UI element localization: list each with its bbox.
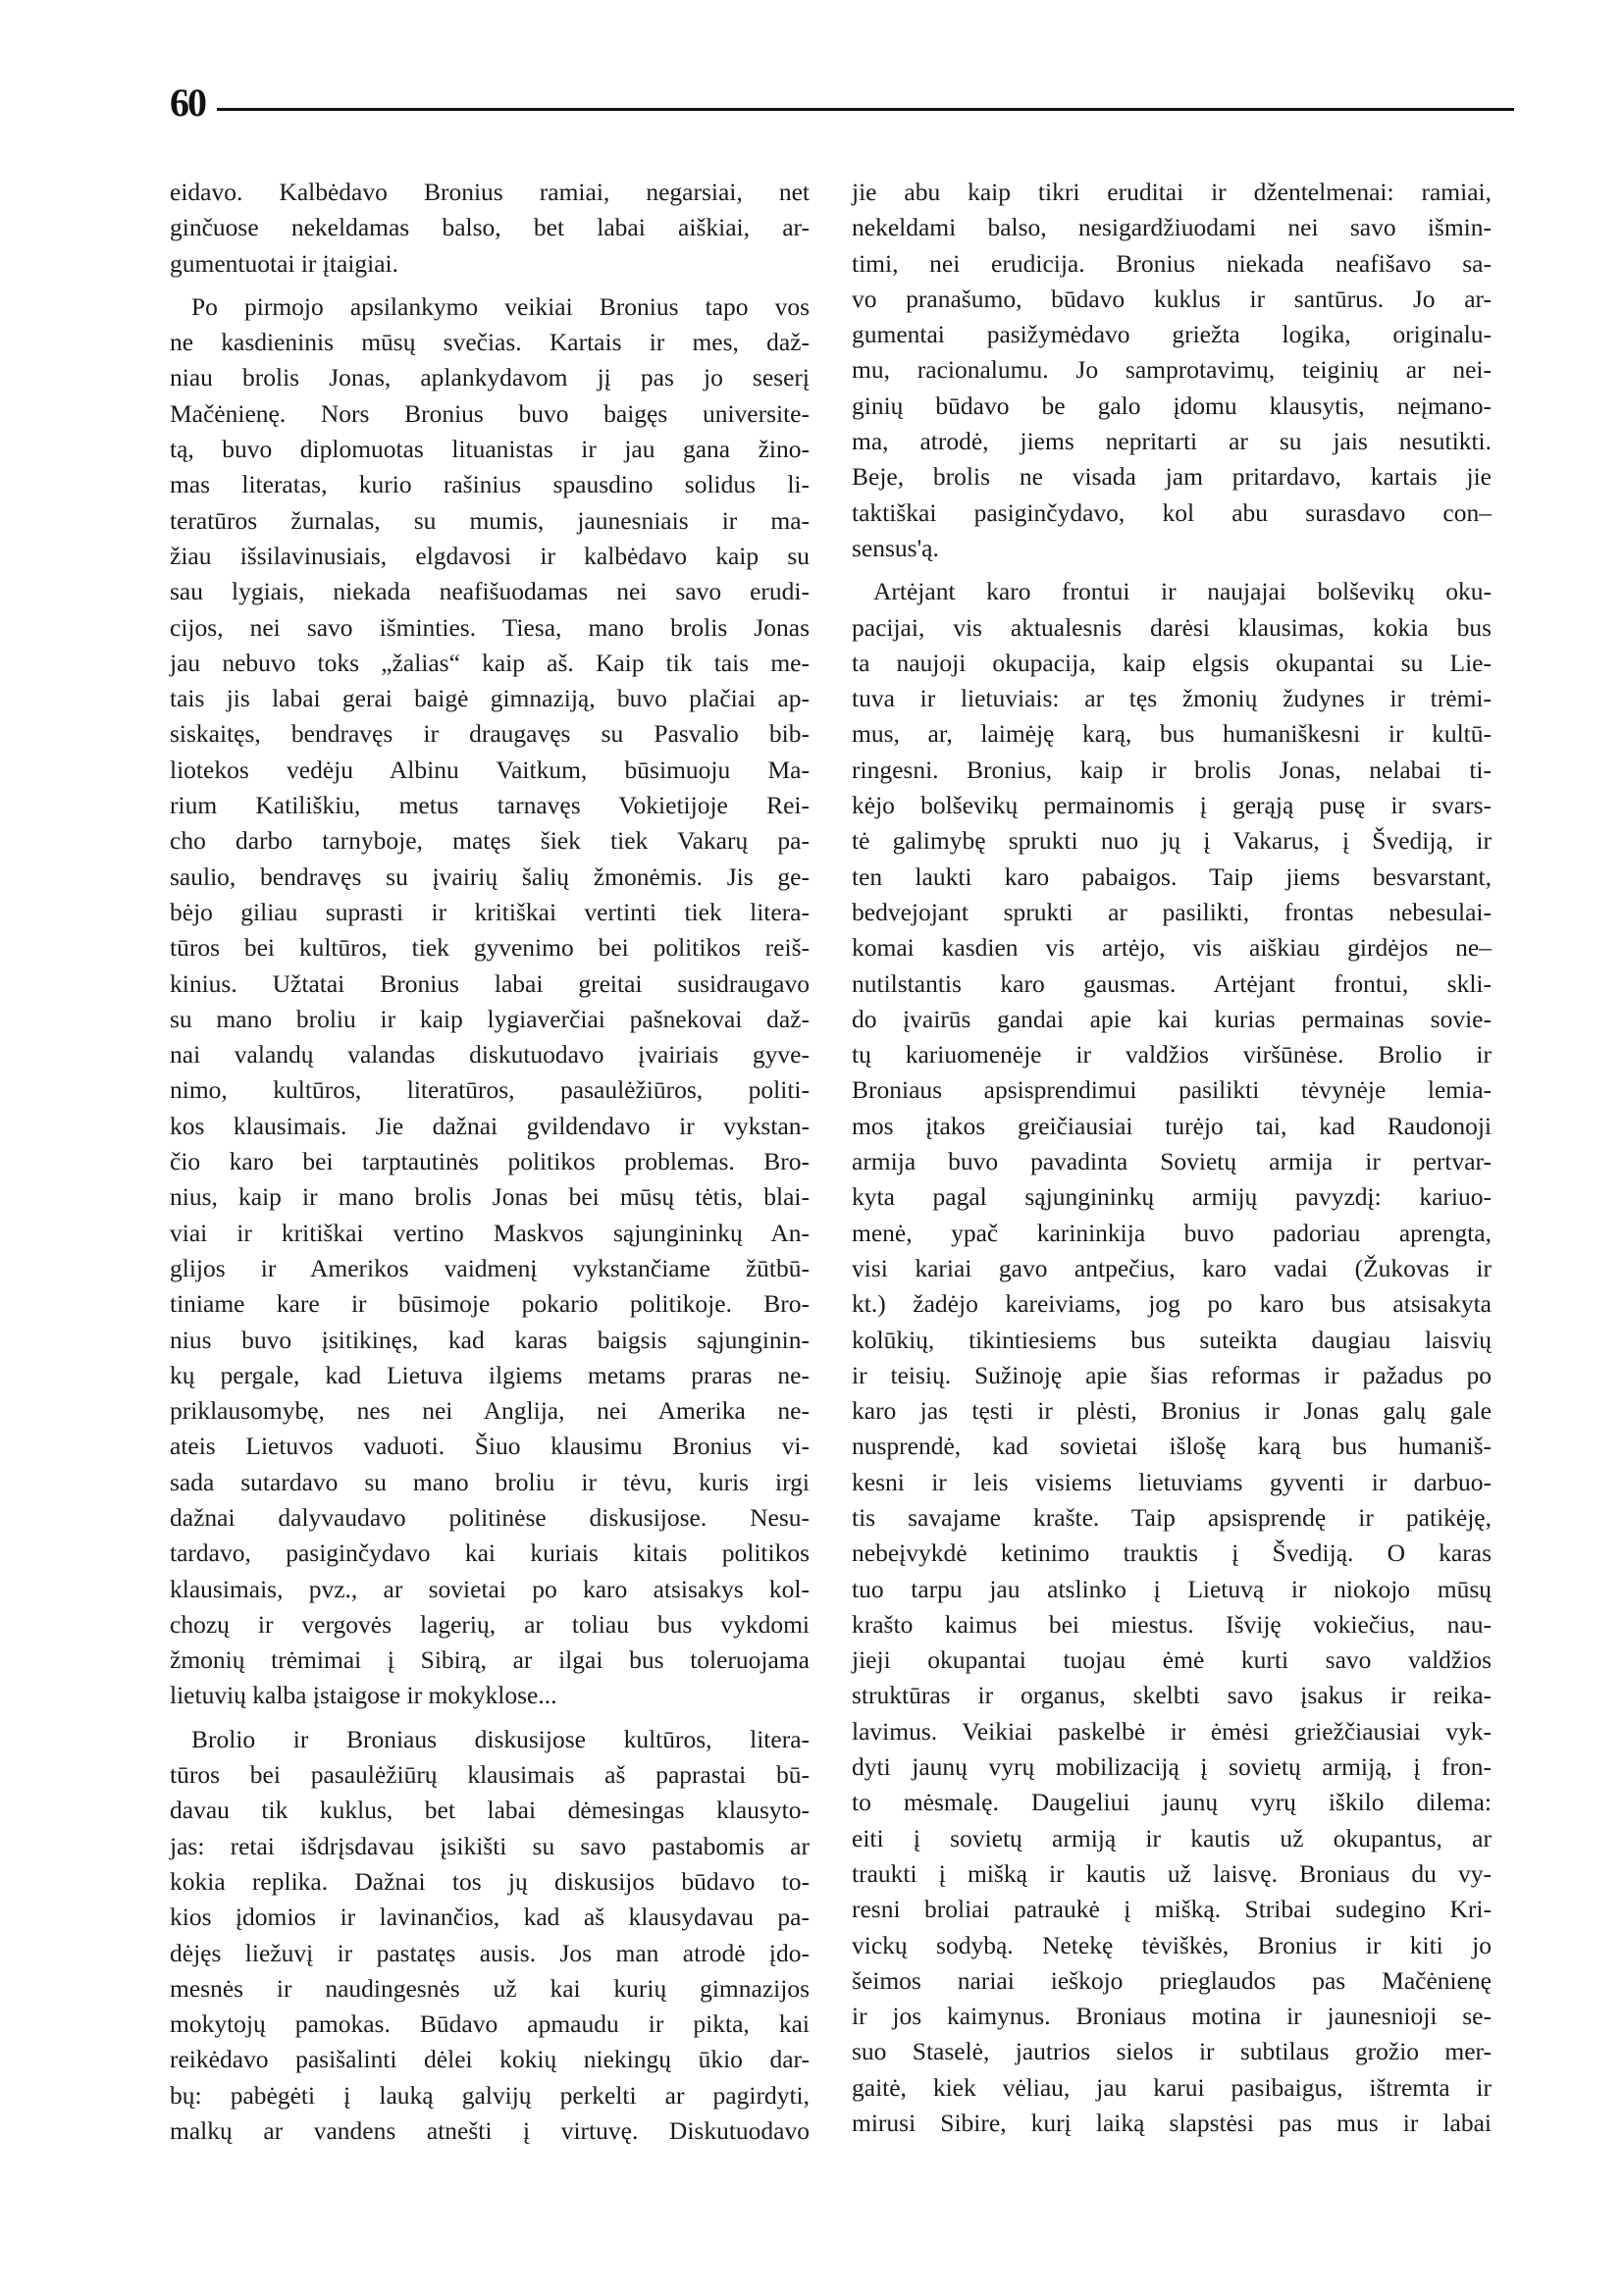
text-line: jau nebuvo toks „žalias“ kaip aš. Kaip tik tais me- bbox=[170, 648, 810, 677]
text-line: to mėsmalę. Daugeliui jaunų vyrų iškilo dilema: bbox=[852, 1788, 1492, 1817]
text-line: malkų ar vandens atnešti į virtuvę. Diskutuodavo bbox=[170, 2116, 810, 2146]
text-line: nusprendė, kad sovietai išlošę karą bus humaniš- bbox=[852, 1432, 1492, 1461]
text-line: ten laukti karo pabaigos. Taip jiems besvarstant, bbox=[852, 861, 1492, 891]
text-line: tuva ir lietuviais: ar tęs žmonių žudynes ir trėmi- bbox=[852, 684, 1492, 713]
text-line: niau brolis Jonas, aplankydavom jį pas jo seserį bbox=[170, 363, 810, 392]
paragraph bbox=[170, 1722, 810, 2150]
text-line: bų: pabėgėti į lauką galvijų perkelti ar pagirdyti, bbox=[170, 2080, 810, 2110]
text-line: kios įdomios ir lavinančios, kad aš klausydavau pa- bbox=[170, 1903, 810, 1932]
text-line: tūros bei pasaulėžiūrų klausimais aš paprastai bū- bbox=[170, 1760, 810, 1790]
text-line: ateis Lietuvos vaduoti. Šiuo klausimu Bronius vi- bbox=[170, 1432, 810, 1461]
text-line: eiti į sovietų armiją ir kautis už okupantus, ar bbox=[852, 1823, 1492, 1852]
text-line: kyta pagal sąjungininkų armijų pavyzdį: kariuo- bbox=[852, 1182, 1492, 1212]
text-line: mesnės ir naudingesnės už kai kurių gimnazijos bbox=[170, 1973, 810, 2003]
text-line: jie abu kaip tikri eruditai ir džentelmenai: ramiai, bbox=[852, 178, 1492, 206]
text-line: Broniaus apsisprendimui pasilikti tėvynėje lemia- bbox=[852, 1075, 1492, 1105]
text-line: pacijai, vis aktualesnis darėsi klausimas, kokia bus bbox=[852, 612, 1492, 642]
text-line: eidavo. Kalbėdavo Bronius ramiai, negarsiai, net bbox=[170, 178, 810, 206]
paragraph bbox=[852, 175, 1492, 566]
text-line: kinius. Užtatai Bronius labai greitai susidraugavo bbox=[170, 968, 810, 998]
text-line: sada sutardavo su mano broliu ir tėvu, kuris irgi bbox=[170, 1467, 810, 1496]
left-column bbox=[170, 175, 810, 2157]
text-line: tais jis labai gerai baigė gimnaziją, buvo plačiai ap- bbox=[170, 684, 810, 713]
text-line: suo Staselė, jautrios sielos ir subtilaus grožio mer- bbox=[852, 2037, 1492, 2066]
text-line: davau tik kuklus, bet labai dėmesingas klausyto- bbox=[170, 1796, 810, 1825]
text-line: siskaitęs, bendravęs ir draugavęs su Pasvalio bib- bbox=[170, 719, 810, 749]
text-line: vickų sodybą. Netekę tėviškės, Bronius ir kiti jo bbox=[852, 1930, 1492, 1959]
text-line: taktiškai pasiginčydavo, kol abu surasdavo con– bbox=[852, 497, 1492, 527]
text-line: lavimus. Veikiai paskelbė ir ėmėsi griežčiausiai vyk- bbox=[852, 1716, 1492, 1746]
text-line: saulio, bendravęs su įvairių šalių žmonėmis. Jis ge- bbox=[170, 861, 810, 891]
text-line: kt.) žadėjo kareiviams, jog po karo bus atsisakyta bbox=[852, 1289, 1492, 1319]
text-line: ta naujoji okupacija, kaip elgsis okupantai su Lie- bbox=[852, 648, 1492, 677]
text-line: su mano broliu ir kaip lygiaverčiai pašnekovai daž- bbox=[170, 1004, 810, 1033]
text-line: kolūkių, tikintiesiems bus suteikta daugiau laisvių bbox=[852, 1325, 1492, 1354]
paragraph bbox=[852, 574, 1492, 2141]
text-line: vo pranašumo, būdavo kuklus ir santūrus. Jo ar- bbox=[852, 284, 1492, 313]
text-line: sensus'ą. bbox=[852, 533, 939, 562]
text-line: karo jas tęsti ir plėsti, Bronius ir Jonas galų gale bbox=[852, 1396, 1492, 1426]
text-line: teratūros žurnalas, su mumis, jaunesniais ir ma- bbox=[170, 505, 810, 535]
text-line: čio karo bei tarptautinės politikos problemas. Bro- bbox=[170, 1147, 810, 1176]
text-line: tūros bei kultūros, tiek gyvenimo bei politikos reiš- bbox=[170, 933, 810, 963]
text-line: ringesni. Bronius, kaip ir brolis Jonas, nelabai ti- bbox=[852, 755, 1492, 784]
text-line: jieji okupantai tuojau ėmė kurti savo valdžios bbox=[852, 1645, 1492, 1675]
text-line: kokia replika. Dažnai tos jų diskusijos būdavo to- bbox=[170, 1866, 810, 1896]
text-line: mus, ar, laimėję karą, bus humaniškesni ir kultū- bbox=[852, 719, 1492, 749]
text-line: klausimais, pvz., ar sovietai po karo atsisakys kol- bbox=[170, 1574, 810, 1603]
text-line: ginių būdavo be galo įdomu klausytis, neįmano- bbox=[852, 391, 1492, 420]
text-line: kesni ir leis visiems lietuviams gyventi ir darbuo- bbox=[852, 1467, 1492, 1496]
text-line: tiniame kare ir būsimoje pokario politikoje. Bro- bbox=[170, 1289, 810, 1319]
text-line: mu, racionalumu. Jo samprotavimų, teiginių ar nei- bbox=[852, 355, 1492, 385]
text-line: chozų ir vergovės lagerių, ar toliau bus vykdomi bbox=[170, 1609, 810, 1639]
text-line: menė, ypač karininkija buvo padoriau aprengta, bbox=[852, 1218, 1492, 1247]
text-line: tuo tarpu jau atslinko į Lietuvą ir niokojo mūsų bbox=[852, 1574, 1492, 1603]
text-line: bėjo giliau suprasti ir kritiškai vertinti tiek litera- bbox=[170, 897, 810, 926]
text-line: Mačėnienę. Nors Bronius buvo baigęs universite- bbox=[170, 398, 810, 428]
text-line: kėjo bolševikų permainomis į gerąją pusę ir svars- bbox=[852, 791, 1492, 820]
header-rule bbox=[217, 108, 1514, 111]
text-line: traukti į mišką ir kautis už laisvę. Broniaus du vy- bbox=[852, 1858, 1492, 1888]
text-line: mos įtakos greičiausiai turėjo tai, kad Raudonoji bbox=[852, 1111, 1492, 1140]
text-line: Po pirmojo apsilankymo veikiai Bronius tapo vos bbox=[191, 291, 810, 321]
text-line: cijos, nei savo išminties. Tiesa, mano brolis Jonas bbox=[170, 612, 810, 642]
text-line: armija buvo pavadinta Sovietų armija ir pertvar- bbox=[852, 1147, 1492, 1176]
text-line: nius, kaip ir mano brolis Jonas bei mūsų tėtis, blai- bbox=[170, 1182, 810, 1212]
text-line: tė galimybę sprukti nuo jų į Vakarus, į Švediją, ir bbox=[852, 826, 1492, 856]
text-line: tą, buvo diplomuotas lituanistas ir jau gana žino- bbox=[170, 435, 810, 464]
text-line: cho darbo tarnyboje, matęs šiek tiek Vakarų pa- bbox=[170, 826, 810, 856]
right-column bbox=[852, 175, 1492, 2149]
text-line: liotekos vedėju Albinu Vaitkum, būsimuoju Ma- bbox=[170, 755, 810, 784]
page-header bbox=[170, 80, 1514, 130]
text-line: ma, atrodė, jiems nepritarti ar su jais nesutikti. bbox=[852, 427, 1492, 456]
text-line: struktūras ir organus, skelbti savo įsakus ir reika- bbox=[852, 1681, 1492, 1710]
text-line: glijos ir Amerikos vaidmenį vykstančiame žūtbū- bbox=[170, 1253, 810, 1282]
text-line: priklausomybę, nes nei Anglija, nei Amerika ne- bbox=[170, 1396, 810, 1426]
text-line: resni broliai patraukė į mišką. Stribai sudegino Kri- bbox=[852, 1895, 1492, 1924]
text-line: mokytojų pamokas. Būdavo apmaudu ir pikta, kai bbox=[170, 2009, 810, 2039]
text-line: nai valandų valandas diskutuodavo įvairiais gyve- bbox=[170, 1040, 810, 1069]
text-line: reikėdavo pasišalinti dėlei kokių niekingų ūkio dar- bbox=[170, 2045, 810, 2074]
text-line: nimo, kultūros, literatūros, pasaulėžiūros, politi- bbox=[170, 1075, 810, 1105]
page-number: 60 bbox=[170, 80, 205, 125]
text-line: jas: retai išdrįsdavau įsikišti su savo pastabomis ar bbox=[170, 1831, 810, 1860]
text-line: Brolio ir Broniaus diskusijose kultūros, litera- bbox=[191, 1724, 810, 1753]
text-line: dažnai dalyvaudavo politinėse diskusijose. Nesu- bbox=[170, 1502, 810, 1532]
text-line: tardavo, pasiginčydavo kai kuriais kitais politikos bbox=[170, 1539, 810, 1568]
text-line: dyti jaunų vyrų mobilizaciją į sovietų armiją, į fron- bbox=[852, 1752, 1492, 1782]
text-line: komai kasdien vis artėjo, vis aiškiau girdėjos ne– bbox=[852, 933, 1492, 963]
text-line: krašto kaimus bei miestus. Išviję vokiečius, nau- bbox=[852, 1609, 1492, 1639]
text-line: kų pergale, kad Lietuva ilgiems metams praras ne- bbox=[170, 1360, 810, 1389]
text-line: mirusi Sibire, kurį laiką slapstėsi pas mus ir labai bbox=[852, 2109, 1492, 2138]
text-line: šeimos nariai ieškojo prieglaudos pas Mačėnienę bbox=[852, 1965, 1492, 1995]
text-line: dėjęs liežuvį ir pastatęs ausis. Jos man atrodė įdo- bbox=[170, 1938, 810, 1967]
text-line: nutilstantis karo gausmas. Artėjant frontui, skli- bbox=[852, 968, 1492, 998]
text-line: ir jos kaimynus. Broniaus motina ir jaunesnioji se- bbox=[852, 2002, 1492, 2031]
text-line: do įvairūs gandai apie kai kurias permainas sovie- bbox=[852, 1004, 1492, 1033]
text-line: Beje, brolis ne visada jam pritardavo, kartais jie bbox=[852, 462, 1492, 492]
text-line: lietuvių kalba įstaigose ir mokyklose... bbox=[170, 1681, 557, 1710]
text-line: nius buvo įsitikinęs, kad karas baigsis sąjunginin- bbox=[170, 1325, 810, 1354]
text-line: mas literatas, kurio rašinius spausdino solidus li- bbox=[170, 470, 810, 499]
text-line: tis savajame krašte. Taip apsisprendę ir patikėję, bbox=[852, 1502, 1492, 1532]
text-line: ginčuose nekeldamas balso, bet labai aiškiai, ar- bbox=[170, 213, 810, 242]
text-line: nebeįvykdė ketinimo trauktis į Švediją. O karas bbox=[852, 1539, 1492, 1568]
text-line: gumentai pasižymėdavo griežta logika, originalu- bbox=[852, 320, 1492, 349]
text-line: nekeldami balso, nesigardžiuodami nei savo išmin- bbox=[852, 213, 1492, 242]
text-line: gaitė, kiek vėliau, jau karui pasibaigus, ištremta ir bbox=[852, 2072, 1492, 2102]
text-line: sau lygiais, niekada neafišuodamas nei savo erudi- bbox=[170, 577, 810, 606]
text-line: rium Katiliškiu, metus tarnavęs Vokietijoje Rei- bbox=[170, 791, 810, 820]
text-line: ir teisių. Sužinoję apie šias reformas ir pažadus po bbox=[852, 1360, 1492, 1389]
text-line: timi, nei erudicija. Bronius niekada neafišavo sa- bbox=[852, 248, 1492, 278]
text-line: viai ir kritiškai vertino Maskvos sąjungininkų An- bbox=[170, 1218, 810, 1247]
text-line: gumentuotai ir įtaigiai. bbox=[170, 248, 398, 278]
text-line: žiau išsilavinusiais, elgdavosi ir kalbėdavo kaip su bbox=[170, 541, 810, 570]
paragraph bbox=[170, 289, 810, 1714]
text-line: bedvejojant sprukti ar pasilikti, frontas nebesulai- bbox=[852, 897, 1492, 926]
paragraph bbox=[170, 175, 810, 282]
text-line: žmonių trėmimai į Sibirą, ar ilgai bus toleruojama bbox=[170, 1645, 810, 1675]
text-line: kos klausimais. Jie dažnai gvildendavo ir vykstan- bbox=[170, 1111, 810, 1140]
text-line: ne kasdieninis mūsų svečias. Kartais ir mes, dаž- bbox=[170, 328, 810, 357]
text-line: tų kariuomenėje ir valdžios viršūnėse. Brolio ir bbox=[852, 1040, 1492, 1069]
text-line: visi kariai gavo antpečius, karo vadai (Žukovas ir bbox=[852, 1253, 1492, 1282]
text-line: Artėjant karo frontui ir naujajai bolševikų oku- bbox=[873, 577, 1492, 606]
